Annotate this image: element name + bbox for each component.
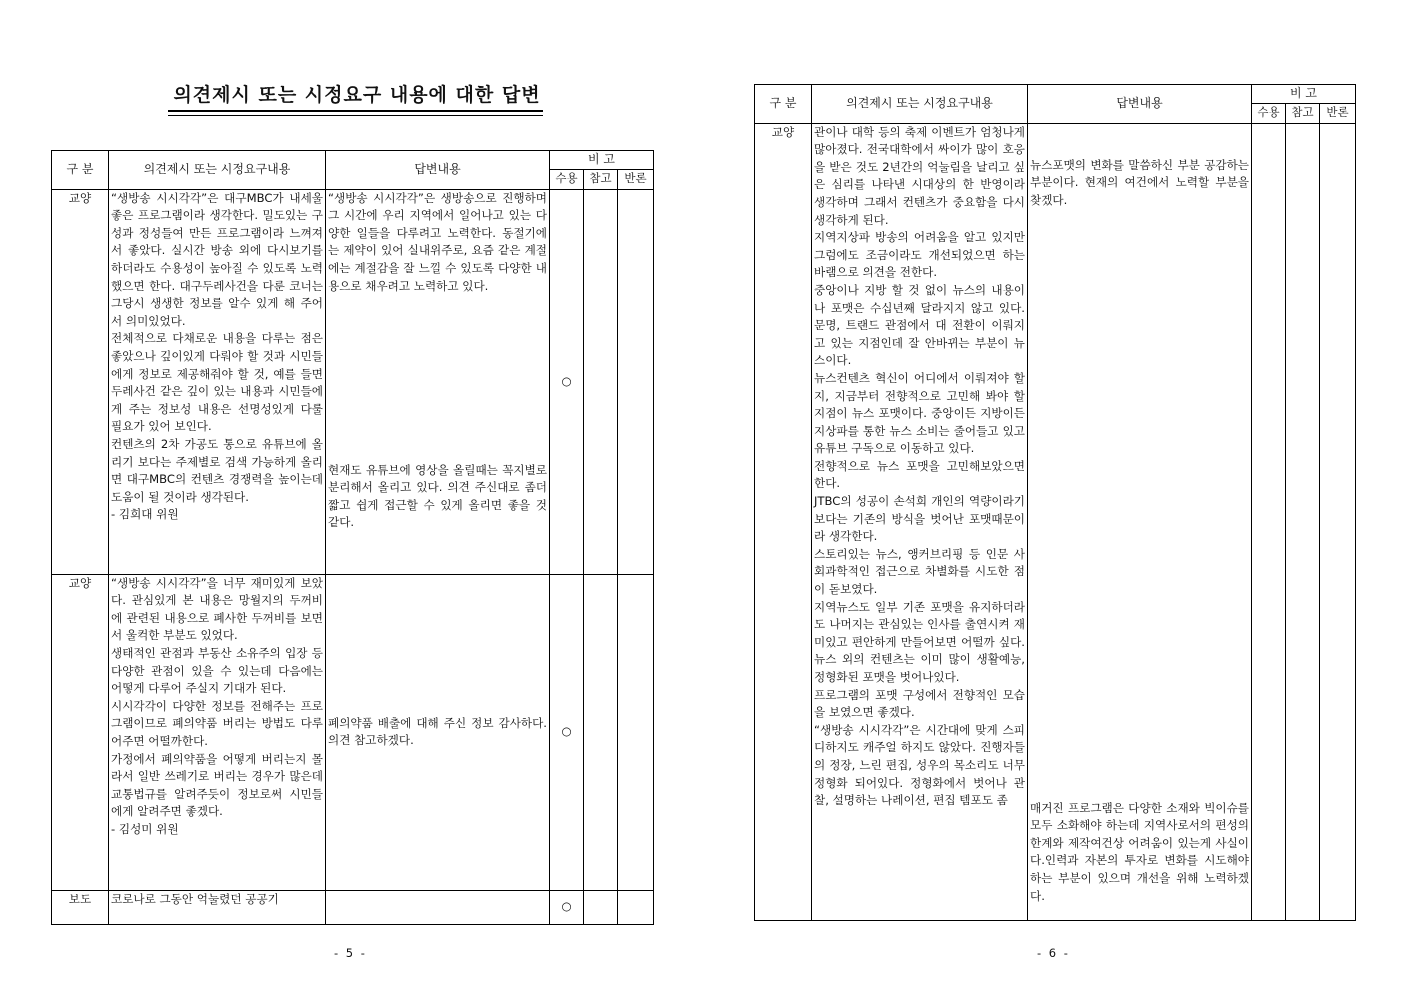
header-reference: 참고: [1286, 103, 1320, 123]
page-number: - 5 -: [334, 946, 367, 960]
committee-member: - 김희대 위원: [111, 507, 179, 522]
answer-table-left: [51, 150, 654, 925]
row-answer: [1028, 123, 1252, 920]
accept-mark: ○: [550, 574, 584, 890]
page-number: - 6 -: [1037, 946, 1070, 960]
header-accept: 수용: [1252, 103, 1286, 123]
reference-mark: [584, 890, 618, 924]
row-category: 교양: [755, 123, 812, 920]
row-answer: [326, 189, 550, 574]
row-opinion: [109, 189, 326, 574]
row-opinion: [109, 890, 326, 924]
opinion-paragraph: JTBC의 성공이 손석희 개인의 역량이라기 보다는 기존의 방식을 벗어난 포맷때문이라 생각한다.: [814, 494, 1025, 544]
row-opinion: [812, 123, 1028, 920]
answer-paragraph: 뉴스포맷의 변화를 말씀하신 부분 공감하는 부분이다. 현재의 여건에서 노력할 부분을 찾겠다.: [1030, 157, 1249, 207]
reject-mark: [618, 189, 654, 574]
opinion-paragraph: 스토리있는 뉴스, 앵커브리핑 등 인문 사회과학적인 접근으로 차별화를 시도한 점이 돋보였다.: [814, 546, 1025, 597]
row-category: 교양: [52, 189, 109, 574]
header-opinion: 의견제시 또는 시정요구내용: [109, 151, 326, 190]
answer-paragraph: 매거진 프로그램은 다양한 소재와 빅이슈를 모두 소화해야 하는데 지역사로서의 편성의 한계와 제작여건상 어려움이 있는게 사실이다.인력과 자본의 투자로 변화를 시도해야 하는 부분이 있으며 개선을 위해 노력하겠다.: [1030, 800, 1249, 903]
reject-mark: [618, 574, 654, 890]
opinion-paragraph: 컨텐츠의 2차 가공도 통으로 유튜브에 올리기 보다는 주제별로 검색 가능하게 올리면 대구MBC의 컨텐츠 경쟁력을 높이는데 도움이 될 것이라 생각된다.: [111, 436, 323, 504]
accept-mark: ○: [550, 890, 584, 924]
reference-mark: [584, 574, 618, 890]
header-reject: 반론: [618, 169, 654, 189]
opinion-paragraph: 시시각각이 다양한 정보를 전해주는 프로그램이므로 폐의약품 버리는 방법도 다루어주면 어떨까한다.: [111, 698, 323, 748]
page-title: 의견제시 또는 시정요구 내용에 대한 답변: [173, 84, 541, 106]
opinion-paragraph: 중앙이나 지방 할 것 없이 뉴스의 내용이나 포맷은 수십년째 달라지지 않고 있다. 문명, 트랜드 관점에서 대 전환이 이뤄지고 있는 지점인데 잘 안바뀌는 부분이 뉴스이다.: [814, 282, 1025, 368]
opinion-paragraph: 프로그램의 포맷 구성에서 전향적인 모습을 보였으면 좋겠다.: [814, 687, 1025, 720]
answer-paragraph: “생방송 시시각각”은 생방송으로 진행하며 그 시간에 우리 지역에서 일어나고 있는 다양한 일들을 다루려고 노력한다. 동절기에는 제약이 있어 실내위주로, 요즘 같은 계절에는 계절감을 잘 느낄 수 있도록 다양한 내용으로 채우려고 노력하고 있다.: [328, 190, 547, 293]
header-note: 비 고: [1252, 85, 1356, 104]
header-answer: 답변내용: [1028, 85, 1252, 124]
reference-mark: [584, 189, 618, 574]
reference-mark: [1286, 123, 1320, 920]
table-row: [755, 123, 1356, 920]
header-reference: 참고: [584, 169, 618, 189]
header-opinion: 의견제시 또는 시정요구내용: [812, 85, 1028, 124]
header-category: 구 분: [52, 151, 109, 190]
answer-table-right: [754, 84, 1356, 921]
table-row: [52, 574, 654, 890]
row-category: 보도: [52, 890, 109, 924]
opinion-paragraph: 관이나 대학 등의 축제 이벤트가 엄청나게 많아졌다. 전국대학에서 싸이가 많이 호응을 받은 것도 2년간의 억눌림을 날리고 싶은 심리를 나타낸 시대상의 한 반영이라 생각하며 그래서 컨텐츠가 중요함을 다시 생각하게 된다.: [814, 124, 1025, 227]
header-accept: 수용: [550, 169, 584, 189]
header-answer: 답변내용: [326, 151, 550, 190]
opinion-paragraph: 지역뉴스도 일부 기존 포맷을 유지하더라도 나머지는 관심있는 인사를 출연시켜 재미있고 편안하게 만들어보면 어떨까 싶다. 뉴스 외의 컨텐츠는 이미 많이 생활예능, 정형화된 포맷을 벗어나있다.: [814, 599, 1025, 684]
header-reject: 반론: [1320, 103, 1356, 123]
table-row: [52, 189, 654, 574]
opinion-paragraph: “생방송 시시각각”은 시간대에 맞게 스피디하지도 캐주얼 하지도 않았다. 진행자들의 정장, 느린 편집, 성우의 목소리도 너무 정형화 되어있다. 정형화에서 벗어나 관찰, 설명하는 나레이션, 편집 템포도 좀: [814, 722, 1025, 808]
title-underline-thin: [168, 115, 543, 116]
row-answer: [326, 574, 550, 890]
opinion-paragraph: 지역지상파 방송의 어려움을 알고 있지만 그럼에도 조금이라도 개선되었으면 하는 바램으로 의견을 전한다.: [814, 230, 1025, 280]
opinion-paragraph: “생방송 시시각각”을 너무 재미있게 보았다. 관심있게 본 내용은 망월지의 두꺼비에 관련된 내용으로 폐사한 두꺼비를 보면서 울컥한 부분도 있었다.: [111, 575, 323, 643]
row-category: 교양: [52, 574, 109, 890]
accept-mark: ○: [550, 189, 584, 574]
header-note: 비 고: [550, 151, 654, 170]
reject-mark: [1320, 123, 1356, 920]
opinion-paragraph: 뉴스컨텐츠 혁신이 어디에서 이뤄져야 할지, 지금부터 전향적으로 고민해 봐야 할 지점이 뉴스 포맷이다. 중앙이든 지방이든 지상파를 통한 뉴스 소비는 줄어들고 있고 유튜브 구독으로 이동하고 있다.: [814, 370, 1025, 456]
opinion-paragraph: 생태적인 관점과 부동산 소유주의 입장 등 다양한 관점이 있을 수 있는데 다음에는 어떻게 다루어 주실지 기대가 된다.: [111, 645, 323, 696]
opinion-paragraph: 전체적으로 다채로운 내용을 다루는 점은 좋았으나 깊이있게 다뤄야 할 것과 시민들에게 정보로 제공해줘야 할 것, 예를 들면 두레사건 같은 깊이 있는 내용과 시민들에게 주는 정보성 내용은 선명성있게 다룰 필요가 있어 보인다.: [111, 331, 323, 434]
header-category: 구 분: [755, 85, 812, 124]
answer-paragraph: 현재도 유튜브에 영상을 올릴때는 꼭지별로 분리해서 올리고 있다. 의견 주신대로 좀더 짧고 쉽게 접근할 수 있게 올리면 좋을 것 같다.: [328, 462, 547, 530]
title-underline: [168, 110, 543, 112]
opinion-paragraph: 코로나로 그동안 억눌렸던 공공기: [111, 891, 279, 906]
row-answer: [326, 890, 550, 924]
accept-mark: [1252, 123, 1286, 920]
committee-member: - 김성미 위원: [111, 821, 179, 836]
opinion-paragraph: “생방송 시시각각”은 대구MBC가 내세울 좋은 프로그램이라 생각한다. 밀도있는 구성과 정성들여 만든 프로그램이라 느껴져서 좋았다. 실시간 방송 외에 다시보기를 하더라도 수용성이 높아질 수 있도록 노력했으면 한다. 대구두레사건을 다룬 코너는 그당시 생생한 정보를 알수 있게 해 주어서 의미있었다.: [111, 190, 323, 328]
opinion-paragraph: 전향적으로 뉴스 포맷을 고민해보았으면 한다.: [814, 458, 1025, 491]
reject-mark: [618, 890, 654, 924]
table-row: [52, 890, 654, 924]
answer-paragraph: 폐의약품 배출에 대해 주신 정보 감사하다. 의견 참고하겠다.: [328, 715, 547, 748]
opinion-paragraph: 가정에서 폐의약품을 어떻게 버리는지 몰라서 일반 쓰레기로 버리는 경우가 많은데 교통법규를 알려주듯이 정보로써 시민들에게 알려주면 좋겠다.: [111, 751, 323, 819]
row-opinion: [109, 574, 326, 890]
